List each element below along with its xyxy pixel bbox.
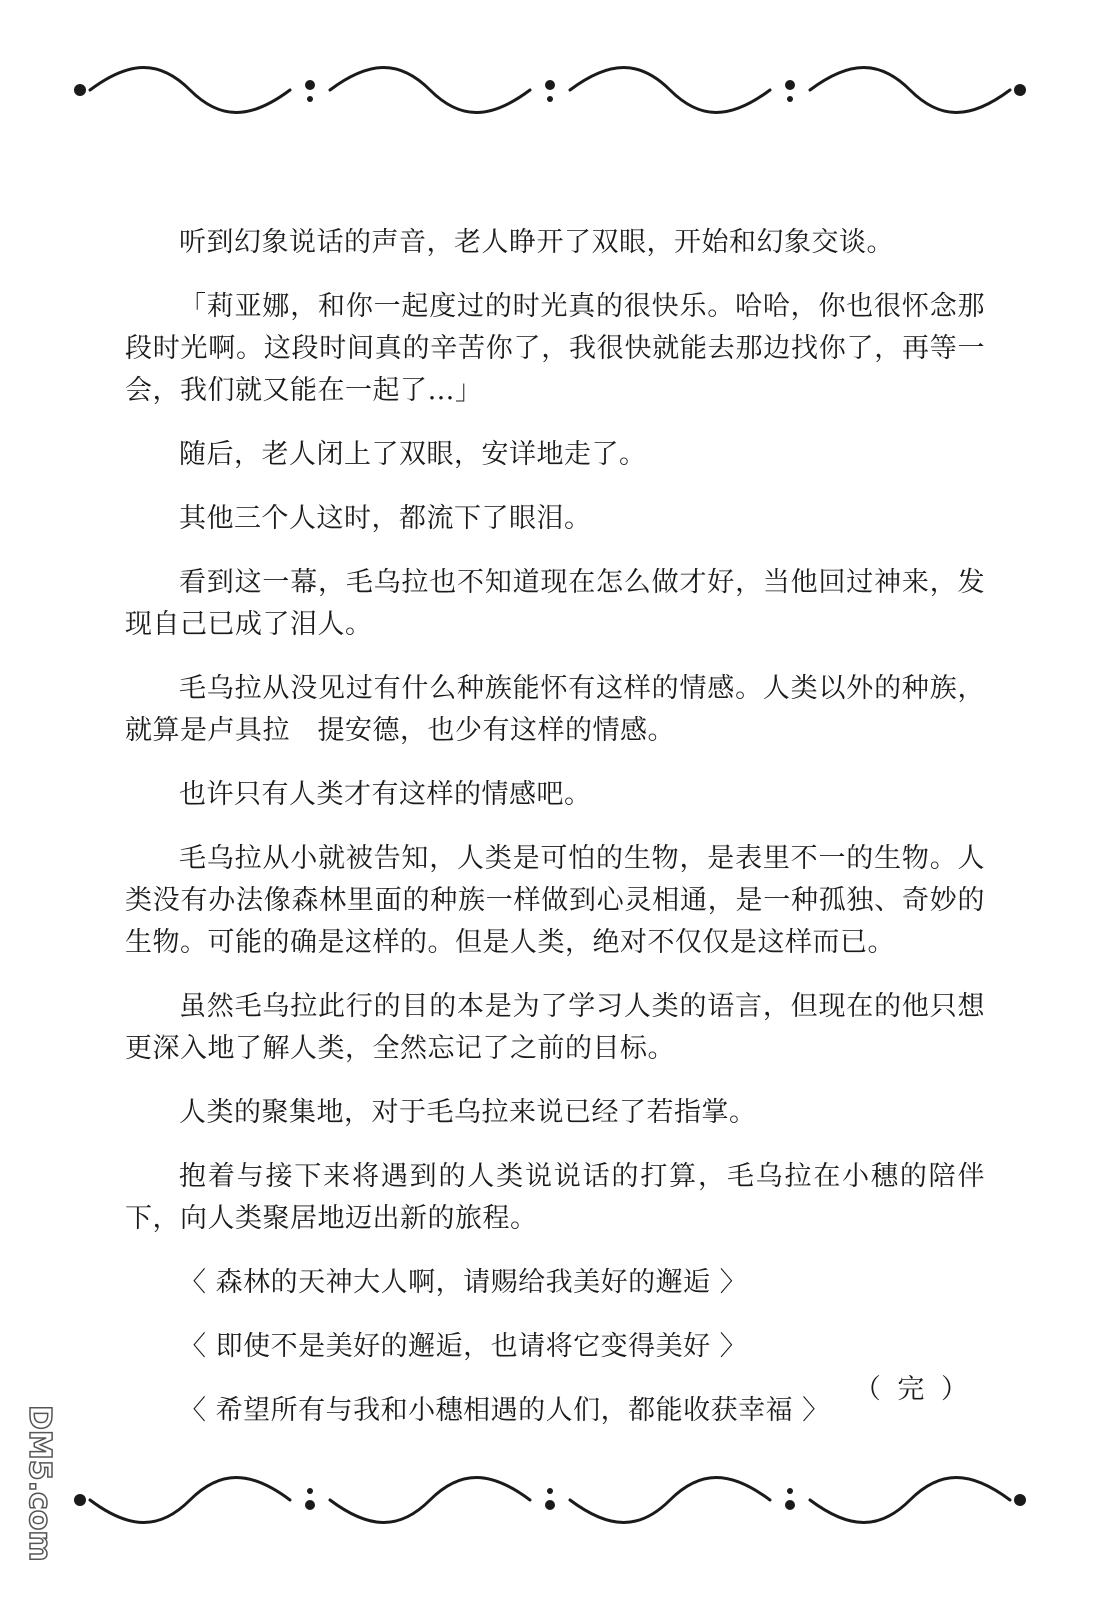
top-ornament-border [70,55,1030,125]
prayer-line: 〈 森林的天神大人啊，请赐给我美好的邂逅 〉 [179,1267,748,1298]
watermark-text: DM5.com [22,1405,57,1562]
paragraph: 抱着与接下来将遇到的人类说说话的打算，毛乌拉在小穗的陪伴下，向人类聚居地迈出新的旅程。 [125,1161,985,1234]
paragraph: 其他三个人这时，都流下了眼泪。 [179,503,592,534]
prayer-line: 〈 即使不是美好的邂逅，也请将它变得美好 〉 [179,1331,748,1362]
paragraph: 看到这一幕，毛乌拉也不知道现在怎么做才好，当他回过神来，发现自己已成了泪人。 [125,567,985,640]
end-mark: （ 完 ） [853,1374,972,1405]
paragraph: 随后，老人闭上了双眼，安详地走了。 [179,439,647,470]
paragraph: 人类的聚集地，对于毛乌拉来说已经了若指掌。 [179,1097,757,1128]
dm5-watermark-logo [10,1395,57,1565]
paragraph: 毛乌拉从小就被告知，人类是可怕的生物，是表里不一的生物。人类没有办法像森林里面的种族一样做到心灵相通，是一种孤独、奇妙的生物。可能的确是这样的。但是人类，绝对不仅仅是这样而已。 [125,843,985,958]
paragraph: 听到幻象说话的声音，老人睁开了双眼，开始和幻象交谈。 [179,227,894,258]
bottom-ornament-border [70,1465,1030,1535]
prayer-line: 〈 希望所有与我和小穗相遇的人们，都能收获幸福 〉 [179,1395,830,1426]
paragraph: 毛乌拉从没见过有什么种族能怀有这样的情感。人类以外的种族，就算是卢具拉 提安德，也少有这样的情感。 [125,673,985,746]
body-text [125,222,985,1454]
paragraph: 「莉亚娜，和你一起度过的时光真的很快乐。哈哈，你也很怀念那段时光啊。这段时间真的辛苦你了，我很快就能去那边找你了，再等一会，我们就又能在一起了…」 [125,291,985,406]
paragraph: 虽然毛乌拉此行的目的本是为了学习人类的语言，但现在的他只想更深入地了解人类，全然忘记了之前的目标。 [125,991,985,1064]
paragraph: 也许只有人类才有这样的情感吧。 [179,779,592,810]
